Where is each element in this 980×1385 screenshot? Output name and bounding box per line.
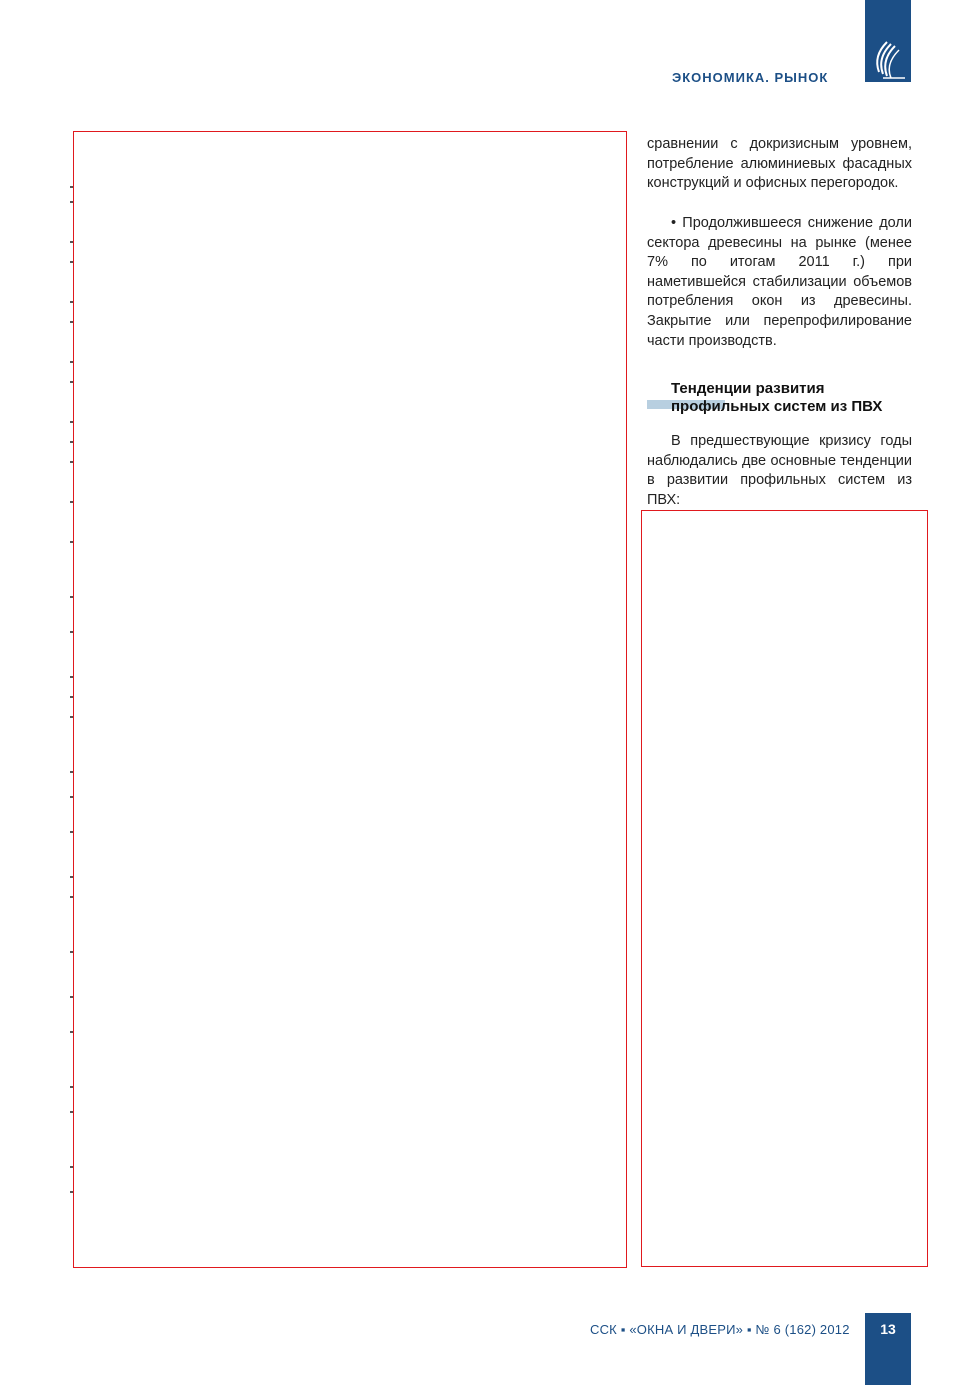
page-number: 13 xyxy=(880,1321,896,1337)
subsection-heading xyxy=(647,380,917,416)
footer-publication: ССК ▪ «ОКНА И ДВЕРИ» ▪ № 6 (162) 2012 xyxy=(590,1322,850,1337)
image-placeholder-left xyxy=(73,131,627,1268)
image-placeholder-right xyxy=(641,510,928,1267)
paragraph-continued xyxy=(647,135,912,194)
heading-line-2: профильных систем из ПВХ xyxy=(671,398,883,415)
page-number-tab xyxy=(865,1313,911,1385)
intro-paragraph-text: В предшествующие кризису годы наблюдались две основные тенденции в развитии профильных систем из ПВХ: xyxy=(647,433,912,508)
paragraph-text: сравнении с докризисным уровнем, потребление алюминиевых фасадных конструкций и офисных перегородок. xyxy=(647,136,912,192)
section-title: ЭКОНОМИКА. РЫНОК xyxy=(672,70,829,85)
paragraph-bullet xyxy=(647,214,912,351)
paragraph-intro xyxy=(647,432,912,510)
heading-line-1: Тенденции развития xyxy=(671,380,825,397)
magazine-logo-icon xyxy=(869,34,907,80)
bullet-paragraph-text: • Продолжившееся снижение доли сектора древесины на рынке (менее 7% по итогам 2011 г.) при наметившейся стабилизации объемов потребления окон из древесины. Закрытие или перепрофилирование части производств. xyxy=(647,215,912,349)
logo-tab xyxy=(865,0,911,82)
